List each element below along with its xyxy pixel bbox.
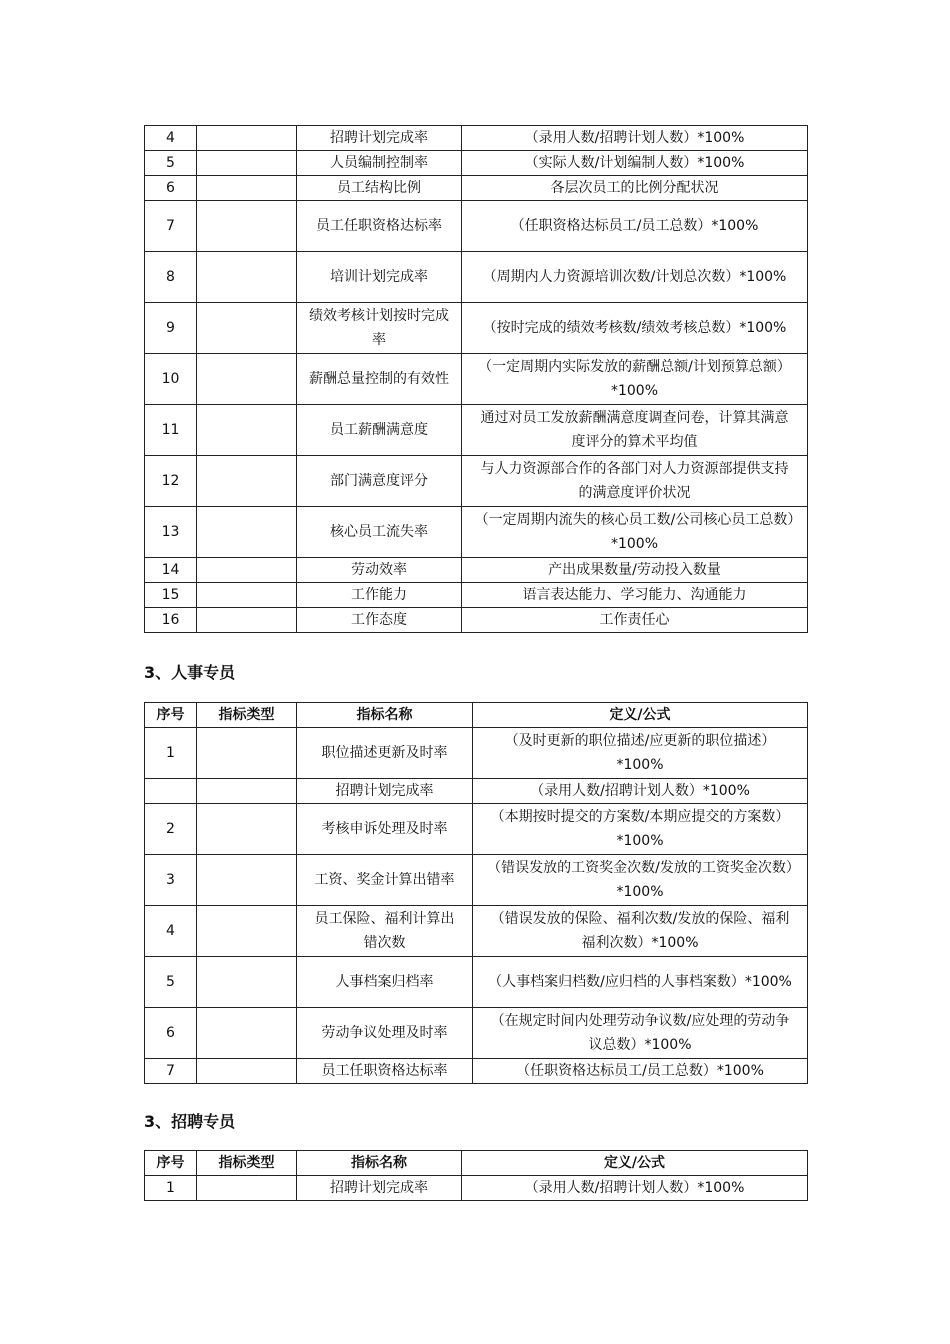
table-row: 4 员工保险、福利计算出错次数 （错误发放的保险、福利次数/发放的保险、福利福利次数）*100%: [145, 906, 808, 957]
table-row: 6 员工结构比例 各层次员工的比例分配状况: [145, 176, 808, 201]
table-row: 12 部门满意度评分 与人力资源部合作的各部门对人力资源部提供支持的满意度评价状况: [145, 456, 808, 507]
kpi-table-1: [144, 125, 808, 633]
table-row: 6 劳动争议处理及时率 （在规定时间内处理劳动争议数/应处理的劳动争议总数）*100%: [145, 1008, 808, 1059]
table-header-row: 序号 指标类型 指标名称 定义/公式: [145, 1151, 808, 1176]
table-row: 8 培训计划完成率 （周期内人力资源培训次数/计划总次数）*100%: [145, 252, 808, 303]
kpi-table-hr-specialist: [144, 702, 808, 1084]
kpi-table-recruiter: [144, 1150, 808, 1201]
table-row: 10 薪酬总量控制的有效性 （一定周期内实际发放的薪酬总额/计划预算总额）*100%: [145, 354, 808, 405]
table-row: 7 员工任职资格达标率 （任职资格达标员工/员工总数）*100%: [145, 201, 808, 252]
table-row: 13 核心员工流失率 （一定周期内流失的核心员工数/公司核心员工总数）*100%: [145, 507, 808, 558]
table-row: 1 招聘计划完成率 （录用人数/招聘计划人数）*100%: [145, 1176, 808, 1201]
table-header-row: 序号 指标类型 指标名称 定义/公式: [145, 703, 808, 728]
table-row: 3 工资、奖金计算出错率 （错误发放的工资奖金次数/发放的工资奖金次数）*100%: [145, 855, 808, 906]
table-row: 7 员工任职资格达标率 （任职资格达标员工/员工总数）*100%: [145, 1059, 808, 1084]
table-row: 16 工作态度 工作责任心: [145, 608, 808, 633]
table-row: 15 工作能力 语言表达能力、学习能力、沟通能力: [145, 583, 808, 608]
table-row: 4 招聘计划完成率 （录用人数/招聘计划人数）*100%: [145, 126, 808, 151]
table-row: 招聘计划完成率 （录用人数/招聘计划人数）*100%: [145, 779, 808, 804]
section-heading-hr-specialist: 3、人事专员: [144, 663, 236, 682]
table-row: 5 人事档案归档率 （人事档案归档数/应归档的人事档案数）*100%: [145, 957, 808, 1008]
table-row: 11 员工薪酬满意度 通过对员工发放薪酬满意度调查问卷，计算其满意度评分的算术平均值: [145, 405, 808, 456]
table-row: 2 考核申诉处理及时率 （本期按时提交的方案数/本期应提交的方案数）*100%: [145, 804, 808, 855]
table-row: 1 职位描述更新及时率 （及时更新的职位描述/应更新的职位描述）*100%: [145, 728, 808, 779]
section-heading-recruiter: 3、招聘专员: [144, 1112, 236, 1131]
table-row: 5 人员编制控制率 （实际人数/计划编制人数）*100%: [145, 151, 808, 176]
table-row: 14 劳动效率 产出成果数量/劳动投入数量: [145, 558, 808, 583]
table-row: 9 绩效考核计划按时完成率 （按时完成的绩效考核数/绩效考核总数）*100%: [145, 303, 808, 354]
